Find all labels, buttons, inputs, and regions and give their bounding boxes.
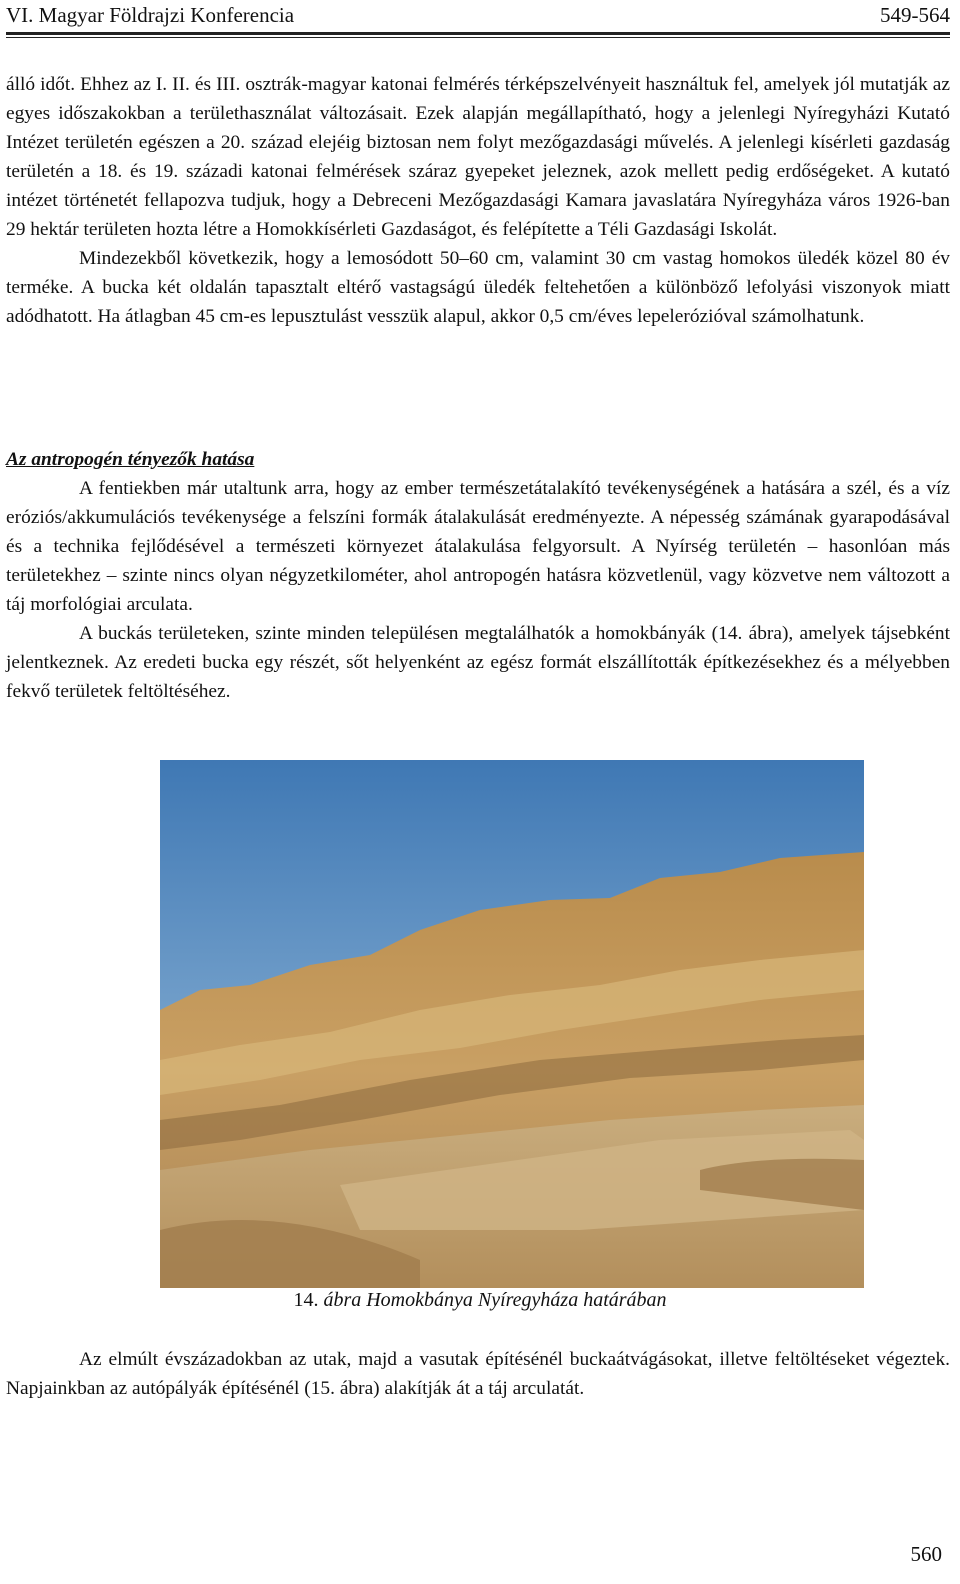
paragraph-1: álló időt. Ehhez az I. II. és III. osztrák-magyar katonai felmérés térképszelvényeit használtuk fel, amelyek jól mutatják az egyes időszakokban a területhasználat változásait. Ezek alapján megállapítható, hogy a jelenlegi Nyíregyházi Kutató Intézet területén egészen a 20. század elejéig biztosan nem folyt mezőgazdasági művelés. A jelenlegi kísérleti gazdaság területén a 18. és 19. századi katonai felmérések száraz gyepeket jeleznek, azok mellett pedig erdőségeket. A kutató intézet történetét fellapozva tudjuk, hogy a Debreceni Mezőgazdasági Kamara javaslatára Nyíregyháza város 1926-ban 29 hektár területen hozta létre a Homokkísérleti Gazdaságot, és felépítette a Téli Gazdasági Iskolát. bbox=[6, 74, 950, 240]
page-number: 560 bbox=[910, 1542, 942, 1566]
figure-caption bbox=[0, 1289, 960, 1312]
paragraph-2: Mindezekből következik, hogy a lemosódott 50–60 cm, valamint 30 cm vastag homokos üledék közel 80 év terméke. A bucka két oldalán tapasztalt eltérő vastagságú üledék feltehetően a különböző lefolyási viszonyok miatt adódhatott. Ha átlagban 45 cm-es lepusztulást vesszük alapul, akkor 0,5 cm/éves lepelerózióval számolhatunk. bbox=[6, 248, 950, 327]
figure-number: 14. bbox=[293, 1289, 319, 1311]
header-rule-thin bbox=[6, 37, 950, 38]
running-header bbox=[6, 0, 950, 34]
text-block-2 bbox=[6, 445, 950, 706]
paragraph-5: Az elmúlt évszázadokban az utak, majd a vasutak építésénél buckaátvágásokat, illetve feltöltéseket végeztek. Napjainkban az autópályák építésénél (15. ábra) alakítják át a táj arculatát. bbox=[6, 1349, 950, 1399]
conference-title: VI. Magyar Földrajzi Konferencia bbox=[6, 3, 295, 27]
page-range: 549-564 bbox=[880, 3, 950, 27]
sand-pit-photo bbox=[160, 760, 864, 1288]
figure-caption-text: ábra Homokbánya Nyíregyháza határában bbox=[323, 1289, 667, 1311]
text-block-1 bbox=[6, 70, 950, 331]
section-heading: Az antropogén tényezők hatása bbox=[6, 449, 255, 470]
header-rule-thick bbox=[6, 32, 950, 35]
paragraph-4: A buckás területeken, szinte minden településen megtalálhatók a homokbányák (14. ábra), amelyek tájsebként jelentkeznek. Az eredeti bucka egy részét, sőt helyenként az egész formát elszállították építkezésekhez és a mélyebben fekvő területek feltöltéséhez. bbox=[6, 623, 950, 702]
text-block-3 bbox=[6, 1345, 950, 1403]
paragraph-3: A fentiekben már utaltunk arra, hogy az ember természetátalakító tevékenységének a hatására a szél, és a víz eróziós/akkumulációs tevékenysége a felszíni formák átalakulását eredményezte. A népesség számának gyarapodásával és a technika fejlődésével a természeti környezet átalakulása felgyorsult. A Nyírség területén – hasonlóan más területekhez – szinte nincs olyan négyzetkilométer, ahol antropogén hatásra közvetlenül, vagy közvetve nem változott a táj morfológiai arculata. bbox=[6, 478, 950, 615]
